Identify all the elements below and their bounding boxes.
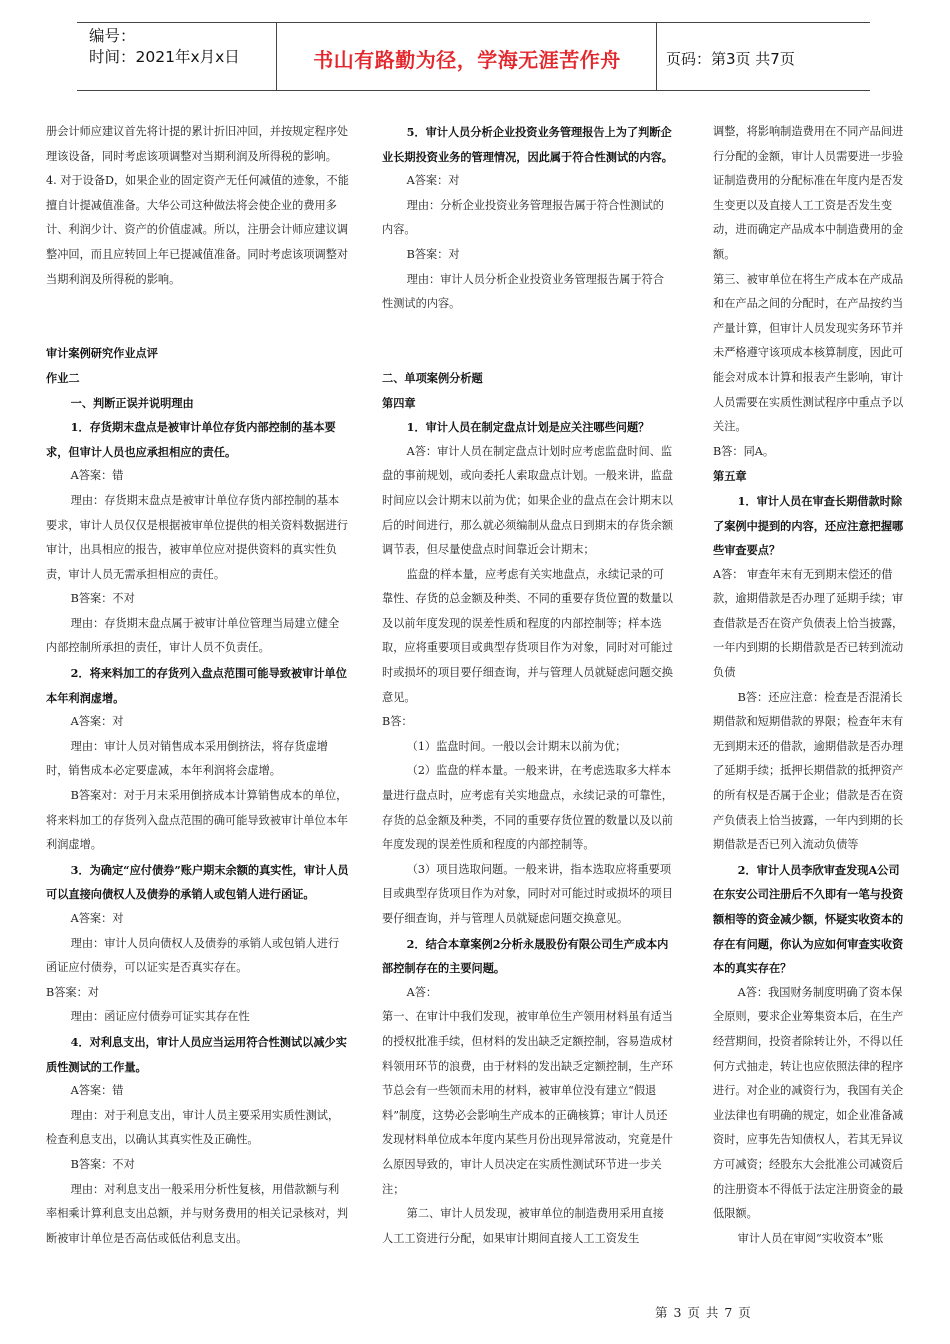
paragraph: A答：审计人员在制定盘点计划时应考虑监盘时间、监盘的事前规划，或向委托人索取盘点计划。一般来讲，监盘时间应以会计期末以前为优；如果企业的盘点在会计期末以后的时间进行，那么就必须编制从盘点日到期末的存货余额调节表，但尽量使盘点时间靠近会计期末；: [382, 444, 673, 557]
spacer: [46, 292, 350, 317]
question: 2．结合本章案例2分析永晟股份有限公司生产成本内部控制存在的主要问题。: [382, 936, 669, 976]
paragraph: 监盘的样本量，应考虑有关实地盘点，永续记录的可靠性、存货的总金额及种类、不同的重要存货位置的数量以及以前年度发现的误差性质和程度的内部控制等；样本选取，应将重要项目或典型存货项目作为对象，同时对可能过时或损坏的项目要仔细查询，并与管理人员就疑虑问题交换意见。: [382, 567, 673, 704]
doc-number-label: 编号：: [89, 27, 136, 45]
paragraph: 理由：对利息支出一般采用分析性复核，用借款额与利率相乘计算利息支出总额，并与财务费用的相关记录核对，判断被审计单位是否高估或低估利息支出。: [46, 1182, 349, 1245]
page-footer: 第 3 页 共 7 页: [655, 1305, 752, 1320]
paragraph: B答：: [382, 715, 413, 729]
paragraph: 理由：审计人员向债权人及债券的承销人或包销人进行函证应付债券，可以证实是否真实存在。: [46, 936, 340, 975]
paragraph: B答：同A。: [713, 444, 775, 458]
column-right: [713, 120, 906, 1251]
paragraph: A答：: [406, 985, 438, 999]
question: 2．审计人员李欣审查发现A公司在东安公司注册后不久即有一笔与投资额相等的资金减少额，怀疑实收资本的存在有问题，你认为应如何审查实收资本的真实存在？: [713, 862, 904, 976]
paragraph: 调整，将影响制造费用在不同产品间进行分配的金额，审计人员需要进一步验证制造费用的分配标准在年度内是否发生变更以及直接人工工资是否发生变动，进而确定产品成本中制造费用的金额。: [713, 125, 904, 261]
header-motto: 书山有路勤为径，学海无涯苦作舟: [313, 48, 621, 72]
doc-time-label: 时间：2021年x月x日: [89, 48, 240, 66]
section-heading: 作业二: [46, 370, 80, 385]
paragraph: A答案：错: [70, 1084, 124, 1098]
paragraph: 理由：存货期末盘点是被审计单位存货内部控制的基本要求，审计人员仅仅是根据被审单位提供的相关资料数据进行审计，出具相应的报告，被审单位应对提供资料的真实性负责，审计人员无需承担相应的责任。: [46, 493, 349, 581]
paragraph: 审计人员在审阅“实收资本”账: [737, 1231, 884, 1245]
paragraph: 理由：审计人员对销售成本采用倒挤法，将存货虚增时，销售成本必定要虚减，本年利润将会虚增。: [46, 739, 328, 778]
header-page-number: 页码：第3页 共7页: [666, 50, 795, 68]
question: 1．审计人员在审查长期借款时除了案例中提到的内容，还应注意把握哪些审查要点？: [713, 493, 904, 558]
paragraph: A答案：对: [70, 912, 124, 925]
paragraph: A答： 审查年末有无到期末偿还的借款，逾期借款是否办理了延期手续；审查借款是否在资产负债表上恰当披露，一年内到期的长期借款是否已转到流动负债: [713, 567, 904, 680]
section-heading: 一、判断正误并说明理由: [70, 395, 194, 410]
paragraph: 理由：对于利息支出，审计人员主要采用实质性测试，检查利息支出，以确认其真实性及正确性。: [46, 1108, 340, 1147]
paragraph: 第三、被审单位在将生产成本在产成品和在产品之间的分配时，在产品按约当产量计算，但审计人员发现实务环节并未严格遵守该项成本核算制度，因此可能会对成本计算和报表产生影响，审计人员需要在实质性测试程序中重点予以关注。: [713, 272, 904, 434]
paragraph: 第一、在审计中我们发现，被审单位生产领用材料虽有适当的授权批准手续，但材料的发出缺乏定额控制，容易造成材料领用环节的浪费，由于材料的发出缺乏定额控制，生产环节总会有一些领而未用的材料，被审单位没有建立“假退料”制度，这势必会影响生产成本的正确核算；审计人员还发现材料单位成本年度内某些月份出现异常波动，究竟是什么原因导致的，审计人员决定在实质性测试环节进一步关注；: [382, 1010, 673, 1196]
paragraph: 第二、审计人员发现，被审单位的制造费用采用直接人工工资进行分配，如果审计期间直接人工工资发生: [382, 1207, 664, 1245]
question: 4．对利息支出，审计人员应当运用符合性测试以减少实质性测试的工作量。: [46, 1034, 347, 1074]
paragraph: （1）监盘时间。一般以会计期末以前为优；: [406, 739, 627, 753]
question: 1．存货期末盘点是被审计单位存货内部控制的基本要求，但审计人员也应承担相应的责任。: [46, 420, 336, 459]
paragraph: A答：我国财务制度明确了资本保全原则，要求企业筹集资本后，在生产经营期间，投资者除转让外，不得以任何方式抽走，转让也应依照法律的程序进行。对企业的减资行为，我国有关企业法律也有明确的规定，如企业准备减资时，应事先告知债权人，若其无异议方可减资；经股东大会批准公司减资后的注册资本不得低于法定注册资金的最低限额。: [713, 985, 904, 1221]
paragraph: B答案：对: [46, 985, 99, 999]
column-middle: [382, 120, 674, 1251]
paragraph: B答案：不对: [70, 1157, 135, 1171]
paragraph: 理由：分析企业投资业务管理报告属于符合性测试的内容。: [382, 198, 664, 237]
question: 1．审计人员在制定盘点计划是应关注哪些问题？: [406, 420, 650, 435]
section-heading: 二、单项案例分析题: [382, 370, 483, 385]
paragraph: 4. 对于设备D，如果企业的固定资产无任何减值的迹象，不能擅自计提减值准备。大华公司这种做法将会使企业的费用多计、利润少计、资产的价值虚减。所以，注册会计师应建议调整冲回，而且应转回上年已提减值准备。同时考虑该项调整对当期利润及所得税的影响。: [46, 174, 349, 286]
column-left: [46, 120, 350, 1251]
paragraph: 理由：存货期末盘点属于被审计单位管理当局建立健全内部控制所承担的责任，审计人员不负责任。: [46, 616, 340, 655]
paragraph: 理由：函证应付债券可证实其存在性: [70, 1010, 250, 1024]
header-bottom-rule: [77, 90, 870, 91]
paragraph: A答案：错: [70, 469, 124, 483]
spacer: [382, 341, 674, 366]
paragraph: B答案：对: [406, 247, 460, 261]
paragraph: A答案：对: [406, 174, 460, 188]
paragraph: A答案：对: [70, 715, 124, 729]
paragraph: 册会计师应建议首先将计提的累计折旧冲回，并按规定程序处理该设备，同时考虑该项调整对当期利润及所得税的影响。: [46, 125, 349, 163]
question: 5．审计人员分析企业投资业务管理报告上为了判断企业长期投资业务的管理情况，因此属于符合性测试的内容。: [382, 125, 673, 164]
question: 2．将来料加工的存货列入盘点范围可能导致被审计单位本年利润虚增。: [46, 666, 347, 705]
section-heading: 第五章: [713, 469, 747, 484]
section-heading: 审计案例研究作业点评: [46, 346, 158, 361]
paragraph: 理由：审计人员分析企业投资业务管理报告属于符合性测试的内容。: [382, 272, 664, 311]
paragraph: B答：还应注意：检查是否混淆长期借款和短期借款的界限；检查年末有无到期末还的借款，逾期借款是否办理了延期手续；抵押长期借款的抵押资产的所有权是否属于企业；借款是否在资产负债表上恰当披露，一年内到期的长期借款是否已列入流动负债等: [713, 690, 904, 852]
header-top-rule: [77, 22, 870, 23]
paragraph: （3）项目选取问题。一般来讲，指本选取应将重要项目或典型存货项目作为对象，同时对可能过时或损坏的项目要仔细查询，并与管理人员就疑虑问题交换意见。: [382, 862, 673, 925]
paragraph: B答案：不对: [70, 592, 135, 606]
paragraph: B答案对：对于月末采用倒挤成本计算销售成本的单位，将来料加工的存货列入盘点范围的确可能导致被审计单位本年利润虚增。: [46, 789, 349, 852]
header-divider-left: [276, 22, 277, 91]
spacer: [46, 317, 350, 342]
paragraph: （2）监盘的样本量。一般来讲，在考虑选取多大样本量进行盘点时，应考虑有关实地盘点，永续记录的可靠性，存货的总金额及种类，不同的重要存货位置的数量以及以前年度发现的误差性质和程度的内部控制等。: [382, 764, 673, 852]
section-heading: 第四章: [382, 395, 416, 410]
page-header: [77, 22, 870, 92]
header-meta: [89, 26, 240, 68]
question: 3．为确定“应付债券”账户期末余额的真实性，审计人员可以直接向债权人及债券的承销人或包销人进行函证。: [46, 862, 349, 902]
spacer: [382, 317, 674, 342]
header-divider-right: [656, 22, 657, 91]
